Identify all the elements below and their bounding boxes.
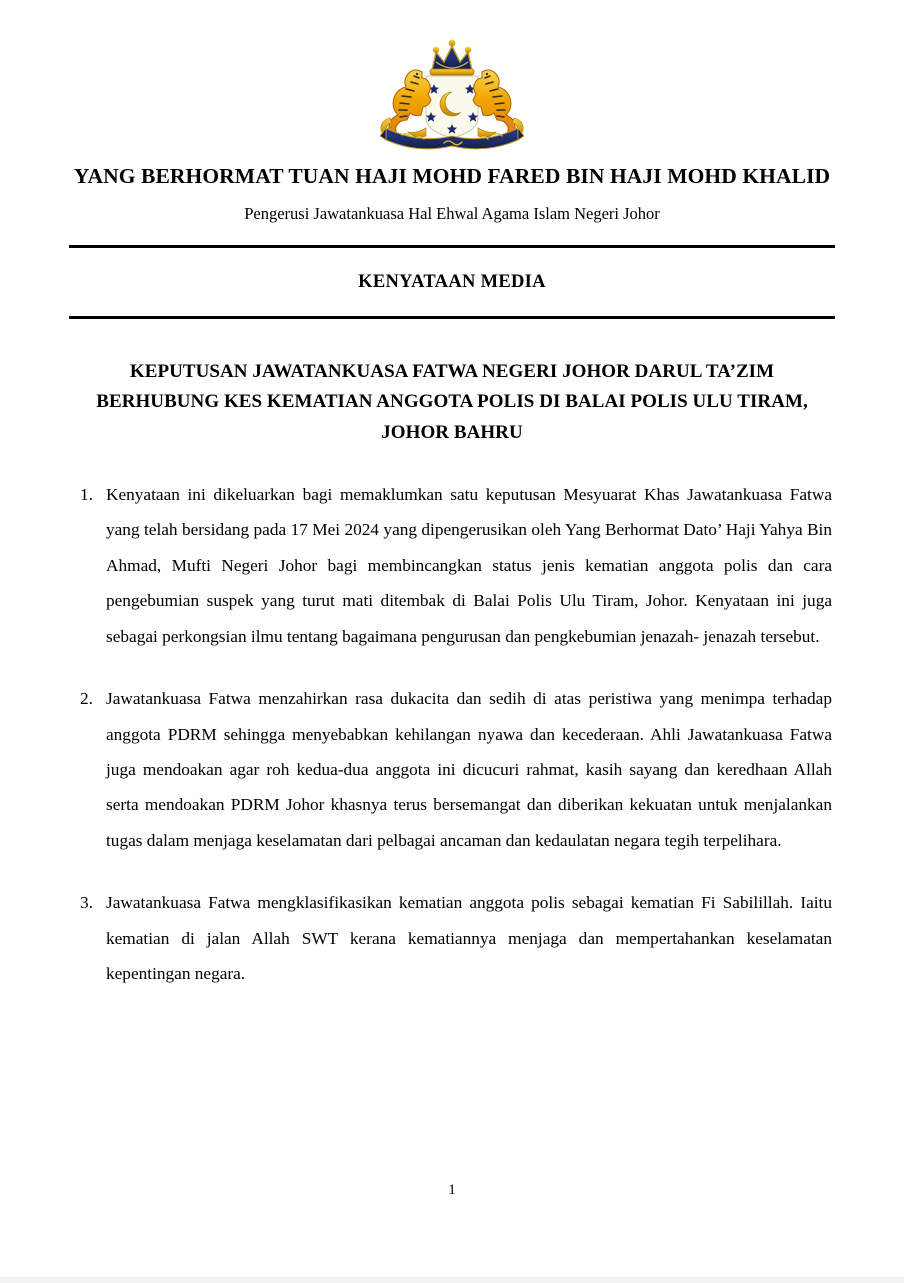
shield-icon: [426, 76, 478, 138]
page-number-footer: 1: [448, 1182, 456, 1198]
paragraph-text: Jawatankuasa Fatwa menzahirkan rasa dukacita dan sedih di atas peristiwa yang menimpa terhadap anggota PDRM sehingga menyebabkan kehilangan nyawa dan kecederaan. Ahli Jawatankuasa Fatwa juga mendoakan agar roh kedua-dua anggota ini dicucuri rahmat, kasih sayang dan keredhaan Allah serta mendoakan PDRM Johor khasnya terus bersemangat dan diberikan kekuatan untuk menjalankan tugas dalam menjaga keselamatan dari pelbagai ancaman dan kedaulatan negara tegih terpelihara.: [106, 689, 832, 850]
paragraph-item: [72, 477, 832, 654]
paragraph-number: 3.: [80, 893, 93, 913]
paragraph-list: [72, 477, 832, 992]
paragraph-number: 2.: [80, 689, 93, 709]
official-role-subheading: Pengerusi Jawatankuasa Hal Ehwal Agama Islam Negeri Johor: [244, 203, 660, 223]
media-statement-label: KENYATAAN MEDIA: [358, 271, 546, 292]
johor-coat-of-arms-icon: [366, 32, 538, 150]
divider-bottom: [69, 316, 835, 319]
tiger-left-icon: [389, 70, 431, 136]
paragraph-item: [72, 681, 832, 858]
page-bottom-edge: [0, 1277, 904, 1283]
official-name-heading: YANG BERHORMAT TUAN HAJI MOHD FARED BIN HAJI MOHD KHALID: [73, 164, 831, 188]
paragraph-text: Jawatankuasa Fatwa mengklasifikasikan kematian anggota polis sebagai kematian Fi Sabilillah. Iaitu kematian di jalan Allah SWT kerana kematiannya menjaga dan mempertahankan keselamatan kepentingan negara.: [106, 893, 832, 984]
page-title: KEPUTUSAN JAWATANKUASA FATWA NEGERI JOHOR DARUL TA’ZIM BERHUBUNG KES KEMATIAN ANGGOTA POLIS DI BALAI POLIS ULU TIRAM, JOHOR BAHRU: [96, 360, 808, 444]
paragraph-number: 1.: [80, 484, 93, 504]
crown-icon: [430, 40, 474, 75]
paragraph-item: [72, 885, 832, 991]
paragraph-text: Kenyataan ini dikeluarkan bagi memaklumkan satu keputusan Mesyuarat Khas Jawatankuasa Fatwa yang telah bersidang pada 17 Mei 2024 yang dipengerusikan oleh Yang Berhormat Dato’ Haji Yahya Bin Ahmad, Mufti Negeri Johor bagi membincangkan status jenis kematian anggota polis dan cara pengebumian suspek yang turut mati ditembak di Balai Polis Ulu Tiram, Johor. Kenyataan ini juga sebagai perkongsian ilmu tentang bagaimana pengurusan dan pengkebumian jenazah- jenazah tersebut.: [106, 484, 832, 646]
tiger-right-icon: [473, 70, 515, 136]
emblem-container: [0, 0, 904, 150]
divider-top: [69, 245, 835, 248]
